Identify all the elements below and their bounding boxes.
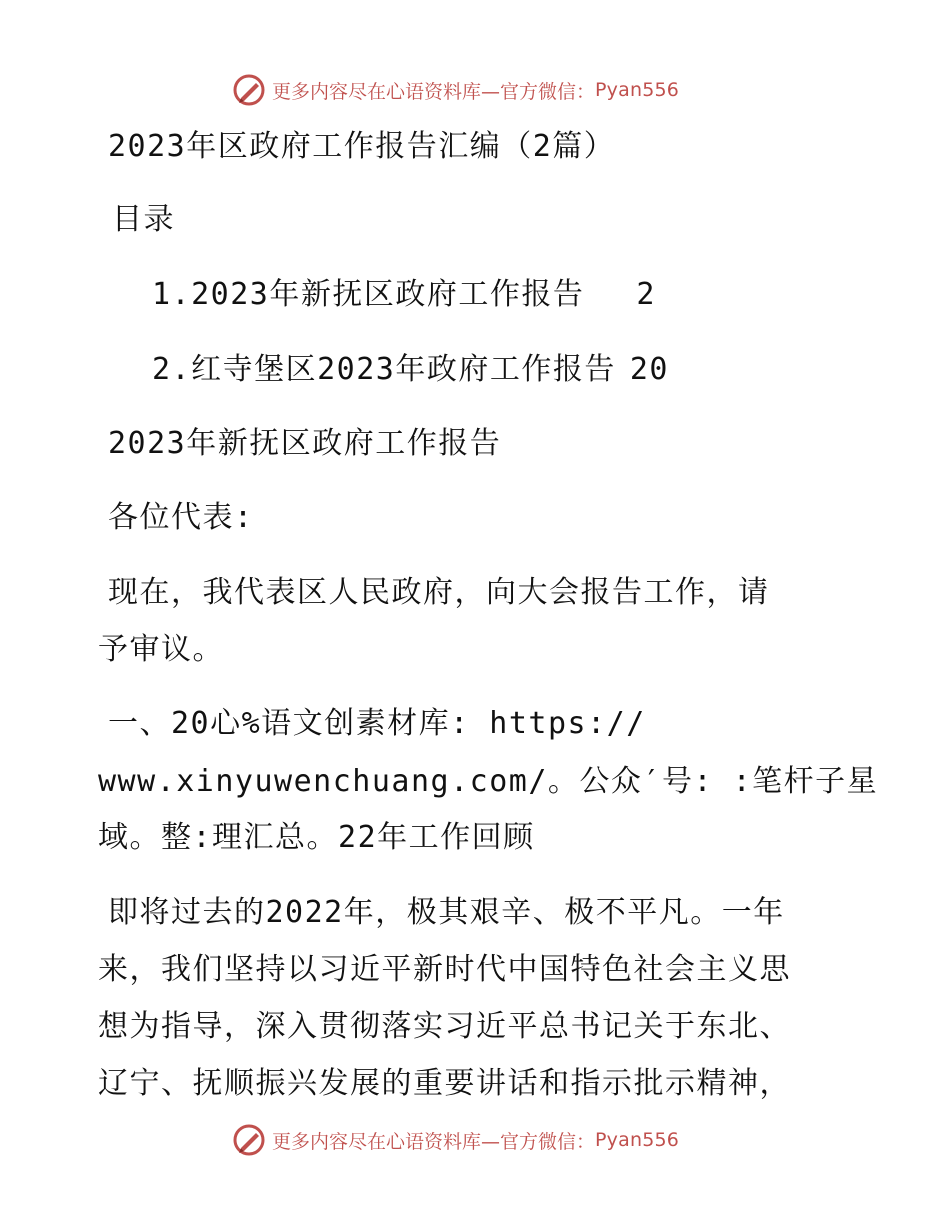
toc-entry-page: 20	[629, 352, 669, 387]
pen-seal-icon	[232, 73, 266, 107]
paragraph-line: 想为指导，深入贯彻落实习近平总书记关于东北、	[98, 1009, 791, 1044]
salutation: 各位代表:	[108, 500, 254, 535]
toc-entry-page: 2	[636, 277, 656, 312]
paragraph-line: www.xinyuwenchuang.com/。公众′号: :笔杆子星	[98, 764, 879, 799]
paragraph-line: 现在，我代表区人民政府，向大会报告工作，请	[108, 575, 770, 610]
paragraph-line: 域。整:理汇总。22年工作回顾	[98, 820, 535, 855]
pen-seal-icon	[232, 1123, 266, 1157]
banner-wechat-id: Pyan556	[595, 1129, 680, 1151]
section-title: 2023年新抚区政府工作报告	[108, 426, 502, 461]
paragraph-line: 即将过去的2022年，极其艰辛、极不平凡。一年	[108, 895, 785, 930]
toc-heading: 目录	[112, 202, 175, 237]
banner-text: 更多内容尽在心语资料库—官方微信：	[272, 80, 596, 103]
header-banner	[232, 72, 752, 108]
banner-wechat-id: Pyan556	[595, 79, 680, 101]
banner-text: 更多内容尽在心语资料库—官方微信：	[272, 1130, 596, 1153]
document-title: 2023年区政府工作报告汇编（2篇）	[108, 129, 616, 164]
toc-entry-label: 2.红寺堡区2023年政府工作报告	[152, 352, 616, 387]
paragraph-line: 一、20心%语文创素材库: https://	[108, 706, 646, 741]
toc-entry[interactable]	[152, 350, 669, 390]
toc-entry-label: 1.2023年新抚区政府工作报告	[152, 277, 585, 312]
paragraph-line: 辽宁、抚顺振兴发展的重要讲话和指示批示精神，	[98, 1066, 791, 1101]
toc-entry[interactable]	[152, 275, 656, 315]
footer-banner	[232, 1122, 752, 1158]
paragraph-line: 来，我们坚持以习近平新时代中国特色社会主义思	[98, 952, 791, 987]
paragraph-line: 予审议。	[98, 632, 224, 667]
